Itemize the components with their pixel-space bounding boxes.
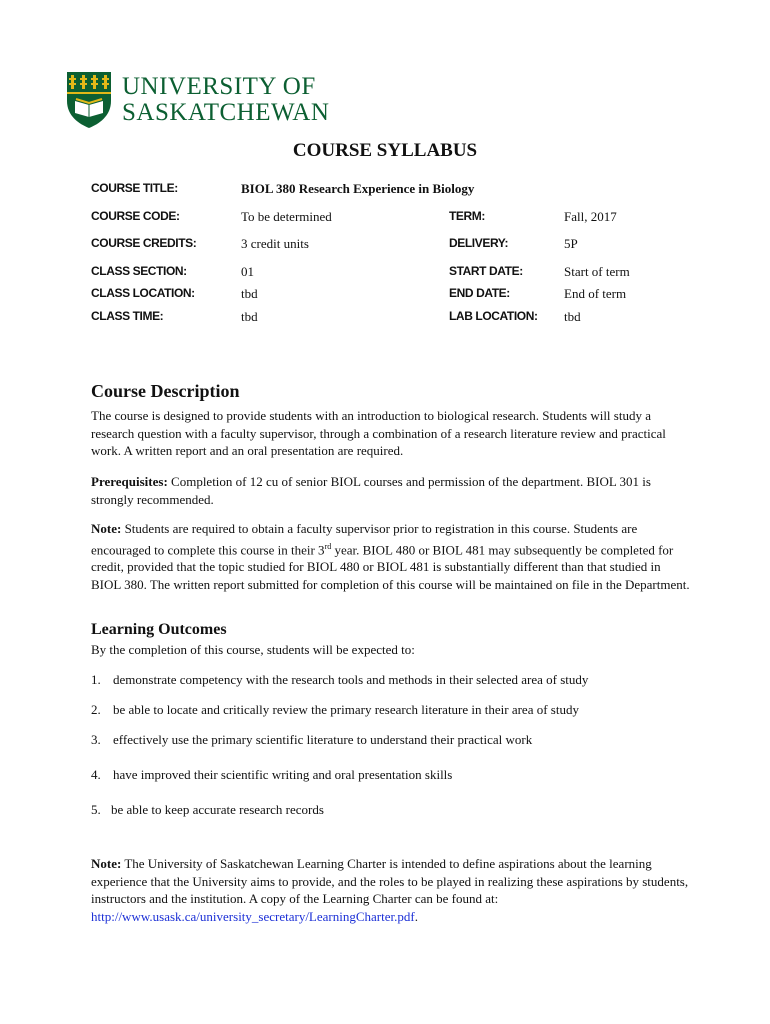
wordmark-line-2: SASKATCHEWAN [122,99,330,126]
note-text-a: Students are required to obtain a faculty supervisor prior to registration in this course. Students are encouraged to complete this course in their 3 [91,521,638,557]
lab-location-label: LAB LOCATION: [449,309,538,323]
list-item-number: 4. [91,767,101,782]
list-item-number: 3. [91,732,101,747]
course-description-heading: Course Description [91,381,240,401]
course-title-value: BIOL 380 Research Experience in Biology [241,181,475,196]
list-item-number: 5. [91,802,101,817]
page-title: COURSE SYLLABUS [292,140,478,161]
class-location-value: tbd [241,286,258,301]
list-item-text: have improved their scientific writing and oral presentation skills [113,767,453,782]
university-logo [66,70,329,130]
start-date-value: Start of term [564,264,630,279]
class-location-label: CLASS LOCATION: [91,286,195,300]
course-code-label: COURSE CODE: [91,209,180,223]
end-date-label: END DATE: [449,286,510,300]
university-wordmark [122,74,329,126]
prerequisites-paragraph [91,473,691,508]
term-value: Fall, 2017 [564,209,617,224]
list-item [91,702,579,718]
learning-charter-link[interactable]: http://www.usask.ca/university_secretary/LearningCharter.pdf [91,908,415,924]
class-time-value: tbd [241,309,258,324]
wordmark-line-1: UNIVERSITY OF [122,73,316,100]
end-date-value: End of term [564,286,627,301]
class-time-label: CLASS TIME: [91,309,164,323]
university-crest-icon [66,71,112,129]
info-row-course-title [0,181,770,199]
term-label: TERM: [449,209,485,223]
info-row-time [0,309,770,327]
info-row-location [0,286,770,304]
section-value: 01 [241,264,254,279]
list-item [91,802,324,818]
prerequisites-label: Prerequisites: [91,474,168,489]
delivery-label: DELIVERY: [449,236,509,250]
list-item-text: be able to keep accurate research records [111,802,324,817]
course-code-value: To be determined [241,209,332,224]
learning-outcomes-heading: Learning Outcomes [91,621,227,638]
charter-note-end: . [414,908,418,924]
course-description-text: The course is designed to provide students with an introduction to biological research. Students will study a research question with a faculty supervisor, through a combination of a research literature review and practical work. A written report and an oral presentation are required. [91,408,666,458]
credits-label: COURSE CREDITS: [91,236,197,250]
list-item [91,767,452,783]
charter-note-label: Note: [91,856,122,871]
info-row-credits [0,236,770,254]
note-superscript: rd [324,541,332,551]
note-text-b: year. BIOL 480 or BIOL 481 may subsequently be completed for credit, provided that the topic studied for BIOL 480 or BIOL 481 is substantially different than that studied in BIOL 380. The written report submitted for completion of this course will be maintained on file in the Department. [91,541,690,592]
info-row-course-code [0,209,770,227]
charter-note-text: The University of Saskatchewan Learning Charter is intended to define aspirations about the learning experience that the University aims to provide, and the roles to be played in realizing these aspirations by students, instructors and the institution. A copy of the Learning Charter can be found at: [91,856,689,906]
note-paragraph [91,520,691,593]
note-label: Note: [91,521,122,536]
list-item-text: effectively use the primary scientific literature to understand their practical work [113,732,533,747]
learning-charter-note [91,855,691,925]
info-row-section [0,264,770,282]
list-item-text: demonstrate competency with the research tools and methods in their selected area of study [113,672,589,687]
list-item-number: 1. [91,672,101,687]
section-label: CLASS SECTION: [91,264,187,278]
delivery-value: 5P [564,236,578,251]
lab-location-value: tbd [564,309,581,324]
start-date-label: START DATE: [449,264,523,278]
learning-outcomes-intro: By the completion of this course, students will be expected to: [91,642,415,657]
list-item-text: be able to locate and critically review the primary research literature in their area of study [113,702,579,717]
list-item-number: 2. [91,702,101,717]
credits-value: 3 credit units [241,236,309,251]
list-item [91,732,532,748]
prerequisites-text: Completion of 12 cu of senior BIOL courses and permission of the department. BIOL 301 is strongly recommended. [91,474,651,507]
course-title-label: COURSE TITLE: [91,181,178,195]
list-item [91,672,588,688]
